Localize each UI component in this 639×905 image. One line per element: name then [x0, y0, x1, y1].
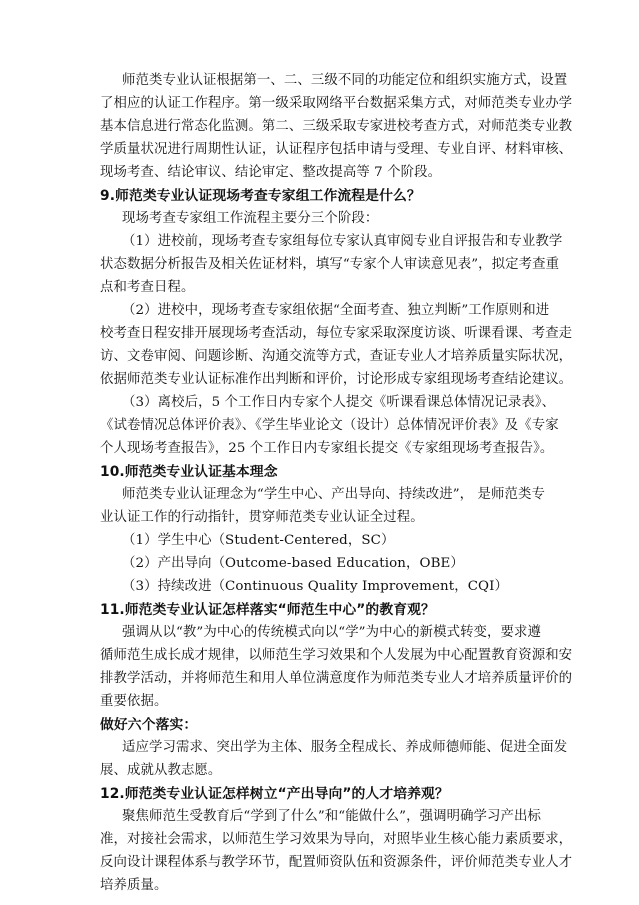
paragraph-line: 展、成就从教志愿。: [100, 763, 222, 778]
list-item: （2）产出导向（Outcome-based Education，OBE）: [122, 556, 464, 571]
section-heading: 12.师范类专业认证怎样树立“产出导向”的人才培养观？: [100, 786, 449, 802]
paragraph-line: 准，对接社会需求，以师范生学习效果为导向，对照毕业生核心能力素质要求，: [100, 832, 573, 847]
paragraph-line: 师范类专业认证根据第一、二、三级不同的功能定位和组织实施方式，设置: [122, 73, 568, 88]
list-item: （3）持续改进（Continuous Quality Improvement，CQI）: [122, 579, 508, 594]
paragraph-line: 循师范生成长成才规律，以师范生学习效果和个人发展为中心配置教育资源和安: [100, 648, 573, 663]
paragraph-line: 排教学活动，并将师范生和用人单位满意度作为师范类专业人才培养质量评价的: [100, 671, 573, 686]
paragraph-line: 点和考查日程。: [100, 280, 195, 295]
paragraph-line: 现场考查专家组工作流程主要分三个阶段：: [122, 211, 379, 226]
section-heading: 10.师范类专业认证基本理念: [100, 464, 278, 480]
paragraph-line: 《试卷情况总体评价表》、《学生毕业论文（设计）总体情况评价表》及《专家: [100, 418, 559, 433]
paragraph-line: 聚焦师范生受教育后“学到了什么”和“能做什么”，强调明确学习产出标: [122, 809, 542, 824]
paragraph-line: 基本信息进行常态化监测。第二、三级采取专家进校考查方式，对师范类专业教: [100, 119, 573, 134]
paragraph-line: 适应学习需求、突出学为主体、服务全程成长、养成师德师能、促进全面发: [122, 740, 568, 755]
paragraph-line: 个人现场考查报告》，25 个工作日内专家组长提交《专家组现场考查报告》。: [100, 441, 554, 456]
paragraph-line: 师范类专业认证理念为“学生中心、产出导向、持续改进”， 是师范类专: [122, 487, 545, 502]
paragraph-line: 现场考查、结论审议、结论审定、整改提高等 7 个阶段。: [100, 165, 442, 180]
paragraph-line: 状态数据分析报告及相关佐证材料，填写“专家个人审读意见表”，拟定考查重: [100, 257, 560, 272]
paragraph-line: 了相应的认证工作程序。第一级采取网络平台数据采集方式，对师范类专业办学: [100, 96, 573, 111]
paragraph-line: （3）离校后，5 个工作日内专家个人提交《听课看课总体情况记录表》、: [122, 395, 556, 410]
section-heading: 9.师范类专业认证现场考查专家组工作流程是什么？: [100, 188, 421, 204]
paragraph-line: 学质量状况进行周期性认证，认证程序包括申请与受理、专业自评、材料审核、: [100, 142, 573, 157]
paragraph-line: 反向设计课程体系与教学环节，配置师资队伍和资源条件，评价师范类专业人才: [100, 855, 573, 870]
subheading: 做好六个落实：: [100, 717, 198, 733]
paragraph-line: 依据师范类专业认证标准作出判断和评价，讨论形成专家组现场考查结论建议。: [100, 372, 573, 387]
paragraph-line: 培养质量。: [100, 878, 168, 893]
paragraph-line: 校考查日程安排开展现场考查活动，每位专家采取深度访谈、听课看课、考查走: [100, 326, 573, 341]
paragraph-line: （2）进校中，现场考查专家组依据“全面考查、独立判断”工作原则和进: [122, 303, 550, 318]
paragraph-line: 访、文卷审阅、问题诊断、沟通交流等方式，查证专业人才培养质量实际状况，: [100, 349, 573, 364]
paragraph-line: 重要依据。: [100, 694, 168, 709]
paragraph-line: 强调从以“教”为中心的传统模式向以“学”为中心的新模式转变，要求遵: [122, 625, 542, 640]
paragraph-line: 业认证工作的行动指针，贯穿师范类专业认证全过程。: [100, 510, 424, 525]
section-heading: 11.师范类专业认证怎样落实“师范生中心”的教育观？: [100, 602, 435, 618]
list-item: （1）学生中心（Student-Centered，SC）: [122, 533, 395, 548]
paragraph-line: （1）进校前，现场考查专家组每位专家认真审阅专业自评报告和专业教学: [122, 234, 563, 249]
